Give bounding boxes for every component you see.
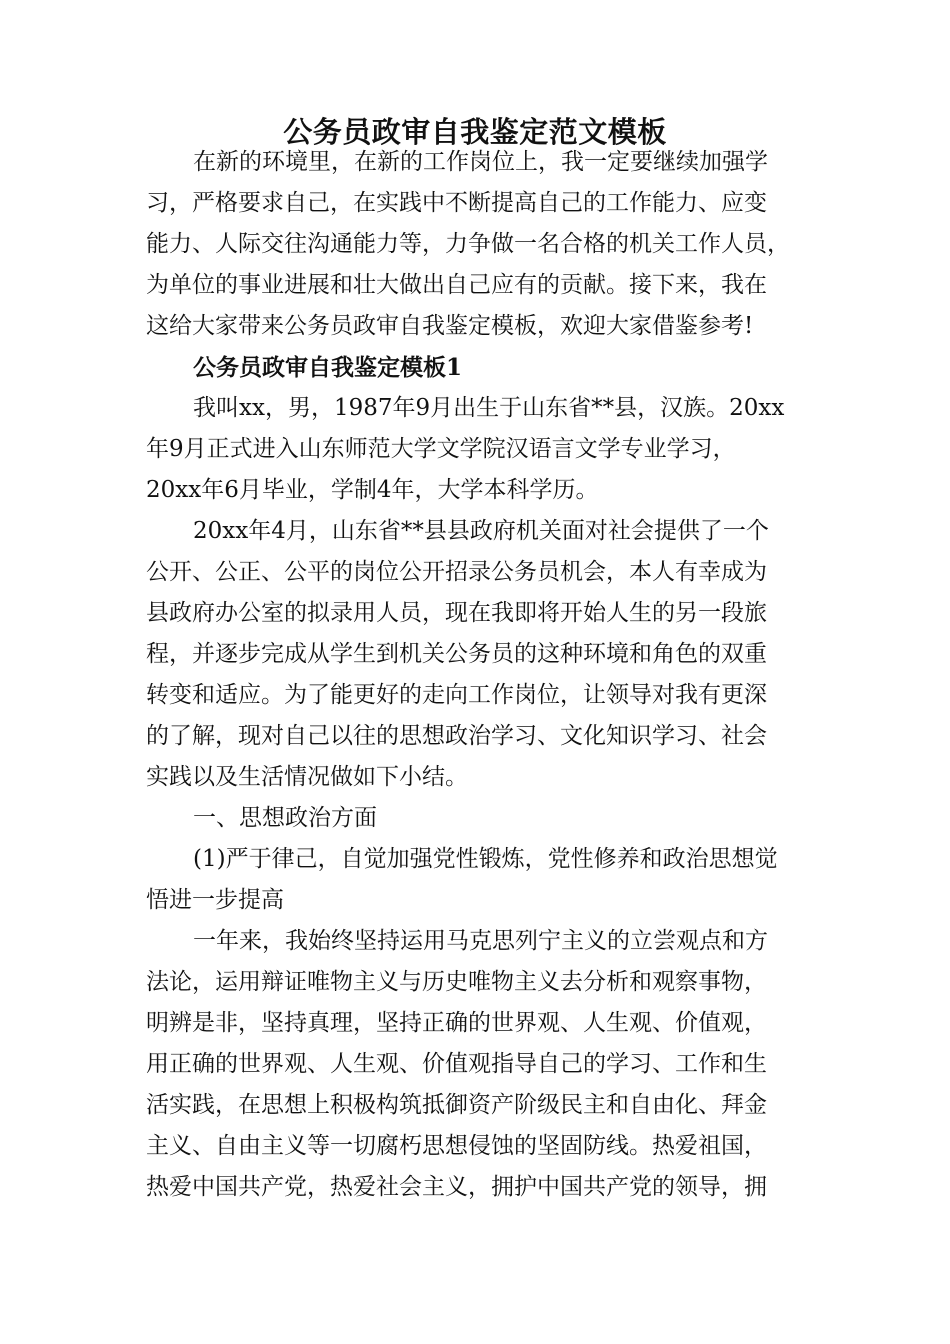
document-title: 公务员政审自我鉴定范文模板 [283, 115, 667, 149]
text-line: 为单位的事业进展和壮大做出自己应有的贡献。接下来，我在 [146, 272, 767, 298]
text-line: 悟进一步提高 [146, 887, 284, 913]
text-line: 实践以及生活情况做如下小结。 [146, 764, 468, 790]
text-line: 明辨是非，坚持真理，坚持正确的世界观、人生观、价值观， [146, 1010, 767, 1036]
text-line: 这给大家带来公务员政审自我鉴定模板，欢迎大家借鉴参考! [146, 313, 754, 339]
text-line: 年9月正式进入山东师范大学文学院汉语言文学专业学习， [146, 436, 736, 462]
document-body [146, 142, 806, 1208]
text-line: 活实践，在思想上积极构筑抵御资产阶级民主和自由化、拜金 [146, 1092, 767, 1118]
text-line: 20xx年4月，山东省**县县政府机关面对社会提供了一个 [193, 518, 769, 544]
text-line: 主义、自由主义等一切腐朽思想侵蚀的坚固防线。热爱祖国， [146, 1133, 767, 1159]
text-line: 一年来，我始终坚持运用马克思列宁主义的立尝观点和方 [193, 928, 768, 954]
text-line: 能力、人际交往沟通能力等，力争做一名合格的机关工作人员， [146, 231, 790, 257]
section-heading: 公务员政审自我鉴定模板1 [193, 354, 463, 381]
text-line: 的了解，现对自己以往的思想政治学习、文化知识学习、社会 [146, 723, 767, 749]
text-line: 我叫xx，男，1987年9月出生于山东省**县，汉族。20xx [193, 395, 785, 421]
text-line: 法论，运用辩证唯物主义与历史唯物主义去分析和观察事物， [146, 969, 767, 995]
text-line: 一、思想政治方面 [193, 805, 377, 831]
text-line: 程，并逐步完成从学生到机关公务员的这种环境和角色的双重 [146, 641, 767, 667]
text-line: 习，严格要求自己，在实践中不断提高自己的工作能力、应变 [146, 190, 767, 216]
text-line: 热爱中国共产党，热爱社会主义，拥护中国共产党的领导，拥 [146, 1174, 767, 1200]
text-line: 公开、公正、公平的岗位公开招录公务员机会，本人有幸成为 [146, 559, 767, 585]
text-line: 在新的环境里，在新的工作岗位上，我一定要继续加强学 [193, 149, 768, 175]
text-line: 县政府办公室的拟录用人员，现在我即将开始人生的另一段旅 [146, 600, 767, 626]
text-line: 转变和适应。为了能更好的走向工作岗位，让领导对我有更深 [146, 682, 767, 708]
text-line: 20xx年6月毕业，学制4年，大学本科学历。 [146, 477, 599, 503]
text-line: 用正确的世界观、人生观、价值观指导自己的学习、工作和生 [146, 1051, 767, 1077]
text-line: (1)严于律己，自觉加强党性锻炼，党性修养和政治思想觉 [193, 846, 778, 872]
